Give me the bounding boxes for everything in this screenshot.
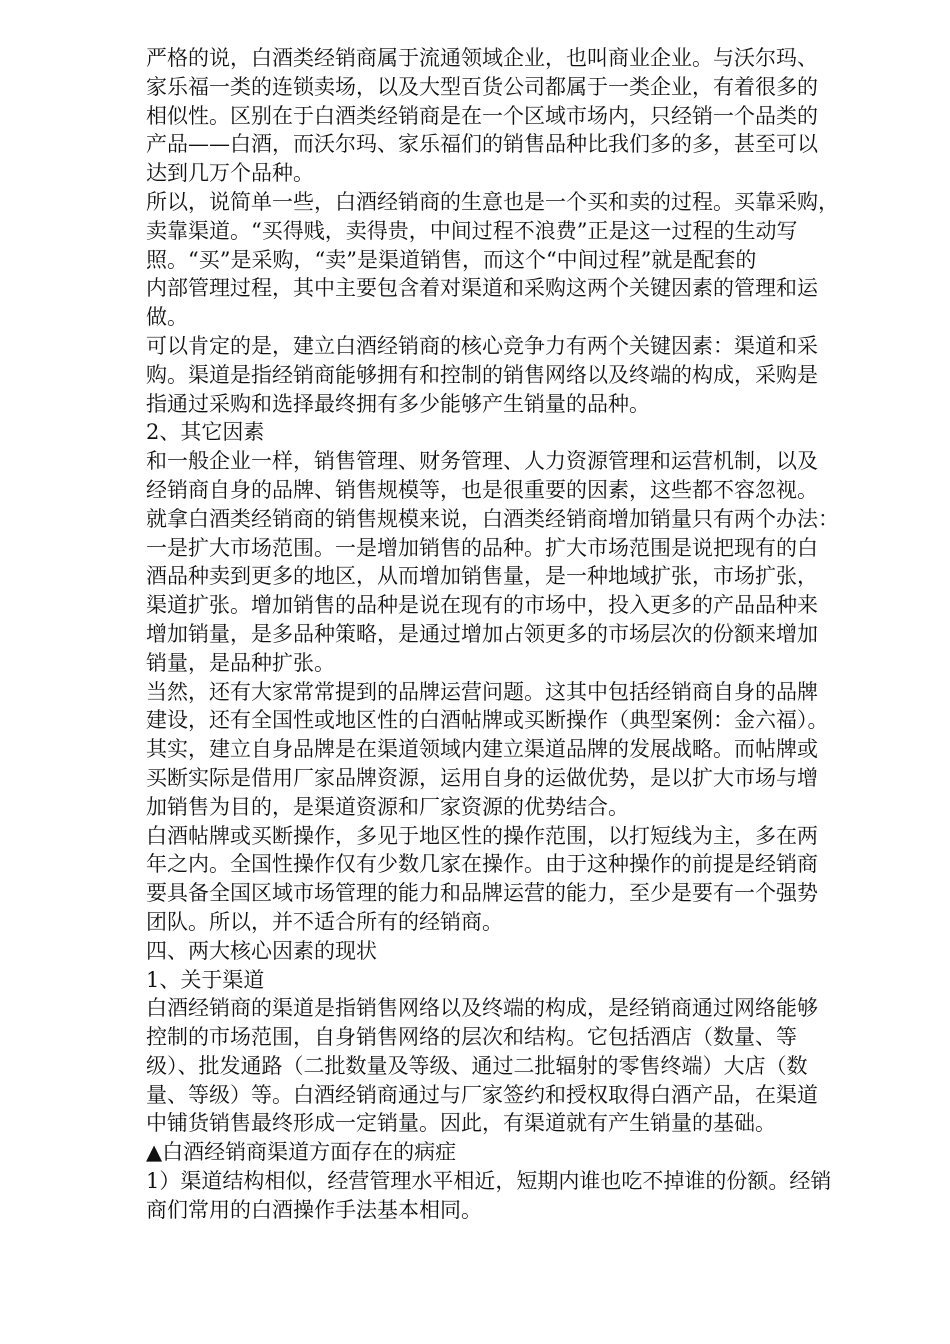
text-line: 和一般企业一样，销售管理、财务管理、人力资源管理和运营机制，以及 <box>146 449 818 474</box>
text-line: 渠道扩张。增加销售的品种是说在现有的市场中，投入更多的产品品种来 <box>146 593 818 618</box>
document-page <box>146 44 876 1225</box>
text-line: 照。“买”是采购，“卖”是渠道销售，而这个“中间过程”就是配套的 <box>146 247 757 272</box>
text-line: 达到几万个品种。 <box>146 161 314 186</box>
text-line: 1）渠道结构相似，经营管理水平相近，短期内谁也吃不掉谁的份额。经销 <box>146 1169 832 1194</box>
text-line: 可以肯定的是，建立白酒经销商的核心竞争力有两个关键因素：渠道和采 <box>146 333 818 358</box>
text-line: 家乐福一类的连锁卖场，以及大型百货公司都属于一类企业，有着很多的 <box>146 74 818 99</box>
text-line: 当然，还有大家常常提到的品牌运营问题。这其中包括经销商自身的品牌 <box>146 679 818 704</box>
text-line: 买断实际是借用厂家品牌资源，运用自身的运做优势，是以扩大市场与增 <box>146 765 818 790</box>
text-line: 其实，建立自身品牌是在渠道领域内建立渠道品牌的发展战略。而帖牌或 <box>146 737 818 762</box>
text-line: 做。 <box>146 305 188 330</box>
text-line: 量、等级）等。白酒经销商通过与厂家签约和授权取得白酒产品，在渠道 <box>146 1082 818 1107</box>
text-line: 购。渠道是指经销商能够拥有和控制的销售网络以及终端的构成，采购是 <box>146 362 818 387</box>
text-line: 卖靠渠道。“买得贱，卖得贵，中间过程不浪费”正是这一过程的生动写 <box>146 218 798 243</box>
section-heading: 四、两大核心因素的现状 <box>146 938 377 963</box>
text-line: 经销商自身的品牌、销售规模等，也是很重要的因素，这些都不容忽视。 <box>146 477 818 502</box>
text-line: 内部管理过程，其中主要包含着对渠道和采购这两个关键因素的管理和运 <box>146 276 818 301</box>
text-line: 年之内。全国性操作仅有少数几家在操作。由于这种操作的前提是经销商 <box>146 852 818 877</box>
text-line: 严格的说，白酒类经销商属于流通领域企业，也叫商业企业。与沃尔玛、 <box>146 46 818 70</box>
text-line: 白酒经销商的渠道是指销售网络以及终端的构成，是经销商通过网络能够 <box>146 996 818 1021</box>
text-line: 就拿白酒类经销商的销售规模来说，白酒类经销商增加销量只有两个办法： <box>146 506 839 531</box>
text-line: 销量，是品种扩张。 <box>146 650 335 675</box>
text-line: 中铺货销售最终形成一定销量。因此，有渠道就有产生销量的基础。 <box>146 1111 776 1136</box>
section-heading: ▲白酒经销商渠道方面存在的病症 <box>146 1140 457 1165</box>
text-line: 级）、批发通路（二批数量及等级、通过二批辐射的零售终端）大店（数 <box>146 1053 808 1078</box>
text-line: 产品——白酒，而沃尔玛、家乐福们的销售品种比我们多的多，甚至可以 <box>146 132 818 157</box>
text-line: 增加销量，是多品种策略，是通过增加占领更多的市场层次的份额来增加 <box>146 621 818 646</box>
text-line: 团队。所以，并不适合所有的经销商。 <box>146 909 503 934</box>
section-heading: 1、关于渠道 <box>146 967 265 992</box>
text-line: 商们常用的白酒操作手法基本相同。 <box>146 1197 482 1222</box>
text-line: 建设，还有全国性或地区性的白酒帖牌或买断操作（典型案例：金六福）。 <box>146 708 829 733</box>
text-line: 加销售为目的，是渠道资源和厂家资源的优势结合。 <box>146 794 629 819</box>
text-line: 一是扩大市场范围。一是增加销售的品种。扩大市场范围是说把现有的白 <box>146 535 818 560</box>
text-line: 要具备全国区域市场管理的能力和品牌运营的能力，至少是要有一个强势 <box>146 881 818 906</box>
text-line: 酒品种卖到更多的地区，从而增加销售量，是一种地域扩张，市场扩张， <box>146 564 818 589</box>
text-line: 指通过采购和选择最终拥有多少能够产生销量的品种。 <box>146 391 650 416</box>
text-line: 所以，说简单一些，白酒经销商的生意也是一个买和卖的过程。买靠采购， <box>146 189 839 214</box>
text-line: 白酒帖牌或买断操作，多见于地区性的操作范围，以打短线为主，多在两 <box>146 823 818 848</box>
text-line: 控制的市场范围，自身销售网络的层次和结构。它包括酒店（数量、等 <box>146 1025 797 1050</box>
text-line: 相似性。区别在于白酒类经销商是在一个区域市场内，只经销一个品类的 <box>146 103 818 128</box>
section-heading: 2、其它因素 <box>146 420 265 445</box>
